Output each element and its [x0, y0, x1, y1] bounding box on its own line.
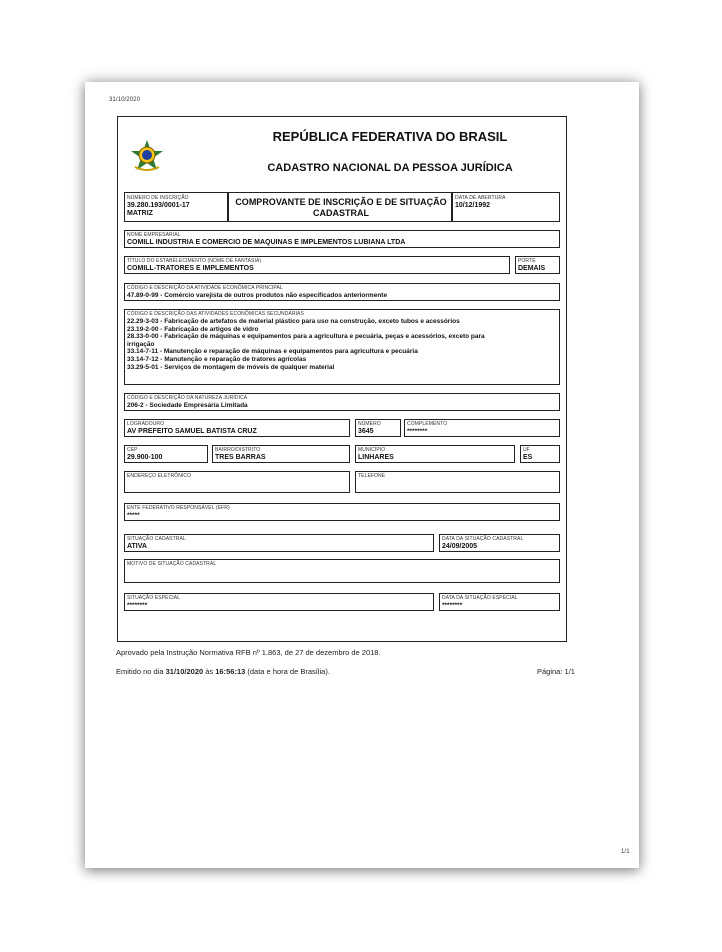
- situacao-box: [124, 534, 434, 552]
- nome-value: COMILL INDUSTRIA E COMERCIO DE MAQUINAS E IMPLEMENTOS LUBIANA LTDA: [127, 239, 406, 246]
- logradouro-value: AV PREFEITO SAMUEL BATISTA CRUZ: [127, 428, 257, 435]
- numero-label: NÚMERO: [358, 421, 381, 427]
- uf-label: UF: [523, 447, 530, 453]
- list-item: 22.29-3-03 - Fabricação de artefatos de material plástico para uso na construção, exceto tubos e acessórios: [127, 318, 460, 325]
- numero-box: [355, 419, 401, 437]
- inscricao-label: NÚMERO DE INSCRIÇÃO: [127, 195, 189, 201]
- atividades-secundarias-list: [127, 318, 557, 371]
- uf-box: [520, 445, 560, 463]
- email-label: ENDEREÇO ELETRÔNICO: [127, 473, 192, 479]
- complemento-value: ********: [407, 428, 428, 435]
- cnpj-certificate: [117, 116, 567, 642]
- list-item: 33.14-7-11 - Manutenção e reparação de máquinas e equipamentos para agricultura e pecuária: [127, 348, 418, 356]
- natureza-value: 206-2 - Sociedade Empresária Limitada: [127, 402, 248, 409]
- porte-box: [515, 256, 560, 274]
- inscricao-box: [124, 192, 228, 222]
- cep-label: CEP: [127, 447, 138, 453]
- complemento-label: COMPLEMENTO: [407, 421, 448, 427]
- emitido-text: [116, 667, 330, 676]
- titulo-box: [124, 256, 510, 274]
- aprovado-text: Aprovado pela Instrução Normativa RFB nº 1.863, de 27 de dezembro de 2018.: [116, 648, 381, 657]
- abertura-box: [452, 192, 560, 222]
- porte-label: PORTE: [518, 258, 536, 264]
- telefone-box: [355, 471, 560, 493]
- complemento-box: [404, 419, 560, 437]
- bairro-value: TRES BARRAS: [215, 454, 266, 461]
- comprovante-title: COMPROVANTE DE INSCRIÇÃO E DE SITUAÇÃO CADASTRAL: [235, 197, 447, 218]
- page-count: 1/1: [621, 849, 630, 855]
- list-item: 33.14-7-12 - Manutenção e reparação de tratores agrícolas: [127, 355, 307, 363]
- numero-value: 3645: [358, 428, 374, 435]
- data-situacao-box: [439, 534, 560, 552]
- efr-box: [124, 503, 560, 521]
- email-box: [124, 471, 350, 493]
- cep-box: [124, 445, 208, 463]
- atividade-principal-box: [124, 283, 560, 301]
- inscricao-type: MATRIZ: [127, 210, 153, 217]
- situacao-especial-box: [124, 593, 434, 611]
- porte-value: DEMAIS: [518, 265, 546, 272]
- atividades-secundarias-label: CÓDIGO E DESCRIÇÃO DAS ATIVIDADES ECONÔMICAS SECUNDÁRIAS: [127, 311, 304, 317]
- municipio-label: MUNICÍPIO: [358, 447, 386, 453]
- emitido-date: 31/10/2020: [165, 667, 204, 676]
- motivo-label: MOTIVO DE SITUAÇÃO CADASTRAL: [127, 561, 217, 567]
- cep-value: 29.900-100: [127, 454, 163, 461]
- municipio-value: LINHARES: [358, 454, 394, 461]
- situacao-especial-label: SITUAÇÃO ESPECIAL: [127, 595, 181, 601]
- print-date: 31/10/2020: [109, 97, 141, 103]
- situacao-label: SITUAÇÃO CADASTRAL: [127, 536, 186, 542]
- logradouro-box: [124, 419, 350, 437]
- list-item: 33.29-5-01 - Serviços de montagem de móveis de qualquer material: [127, 363, 335, 371]
- nome-label: NOME EMPRESARIAL: [127, 232, 181, 238]
- data-situacao-value: 24/09/2005: [442, 543, 478, 550]
- motivo-box: [124, 559, 560, 583]
- logradouro-label: LOGRADOURO: [127, 421, 165, 427]
- abertura-value: 10/12/1992: [455, 202, 491, 209]
- bairro-label: BAIRRO/DISTRITO: [215, 447, 261, 453]
- emitido-time: 16:56:13: [215, 667, 246, 676]
- republic-title: REPÚBLICA FEDERATIVA DO BRASIL: [272, 129, 508, 144]
- list-item: irrigação: [127, 340, 155, 348]
- data-especial-box: [439, 593, 560, 611]
- atividade-principal-value: 47.89-0-99 - Comércio varejista de outros produtos não especificados anteriormente: [127, 292, 388, 299]
- efr-label: ENTE FEDERATIVO RESPONSÁVEL (EFR): [127, 505, 230, 511]
- titulo-value: COMILL-TRATORES E IMPLEMENTOS: [127, 265, 254, 272]
- bairro-box: [212, 445, 350, 463]
- municipio-box: [355, 445, 515, 463]
- comprovante-box: [228, 192, 452, 222]
- data-especial-value: ********: [442, 602, 463, 609]
- inscricao-value: 39.280.193/0001-17: [127, 202, 190, 209]
- nome-box: [124, 230, 560, 248]
- telefone-label: TELEFONE: [358, 473, 386, 479]
- pagina-text: Página: 1/1: [537, 667, 575, 676]
- uf-value: ES: [523, 454, 533, 461]
- atividades-secundarias-box: [124, 309, 560, 385]
- list-item: 28.33-0-00 - Fabricação de máquinas e equipamentos para a agricultura e pecuária, peças e acessórios, exceto para: [127, 333, 485, 341]
- situacao-value: ATIVA: [127, 543, 147, 550]
- natureza-label: CÓDIGO E DESCRIÇÃO DA NATUREZA JURÍDICA: [127, 395, 248, 401]
- emitido-mid: às: [203, 667, 216, 676]
- atividade-principal-label: CÓDIGO E DESCRIÇÃO DA ATIVIDADE ECONÔMICA PRINCIPAL: [127, 285, 283, 291]
- titulo-label: TÍTULO DO ESTABELECIMENTO (NOME DE FANTASIA): [127, 258, 262, 264]
- abertura-label: DATA DE ABERTURA: [455, 195, 506, 201]
- brazil-coat-of-arms-icon: [130, 139, 164, 173]
- emitido-suffix: (data e hora de Brasília).: [245, 667, 330, 676]
- data-especial-label: DATA DA SITUAÇÃO ESPECIAL: [442, 595, 518, 601]
- cnpj-title: CADASTRO NACIONAL DA PESSOA JURÍDICA: [267, 162, 513, 174]
- efr-value: *****: [127, 512, 140, 519]
- document-page: [85, 82, 639, 868]
- data-situacao-label: DATA DA SITUAÇÃO CADASTRAL: [442, 536, 524, 542]
- emitido-prefix: Emitido no dia: [116, 667, 166, 676]
- natureza-box: [124, 393, 560, 411]
- list-item: 23.19-2-00 - Fabricação de artigos de vidro: [127, 325, 259, 333]
- situacao-especial-value: ********: [127, 602, 148, 609]
